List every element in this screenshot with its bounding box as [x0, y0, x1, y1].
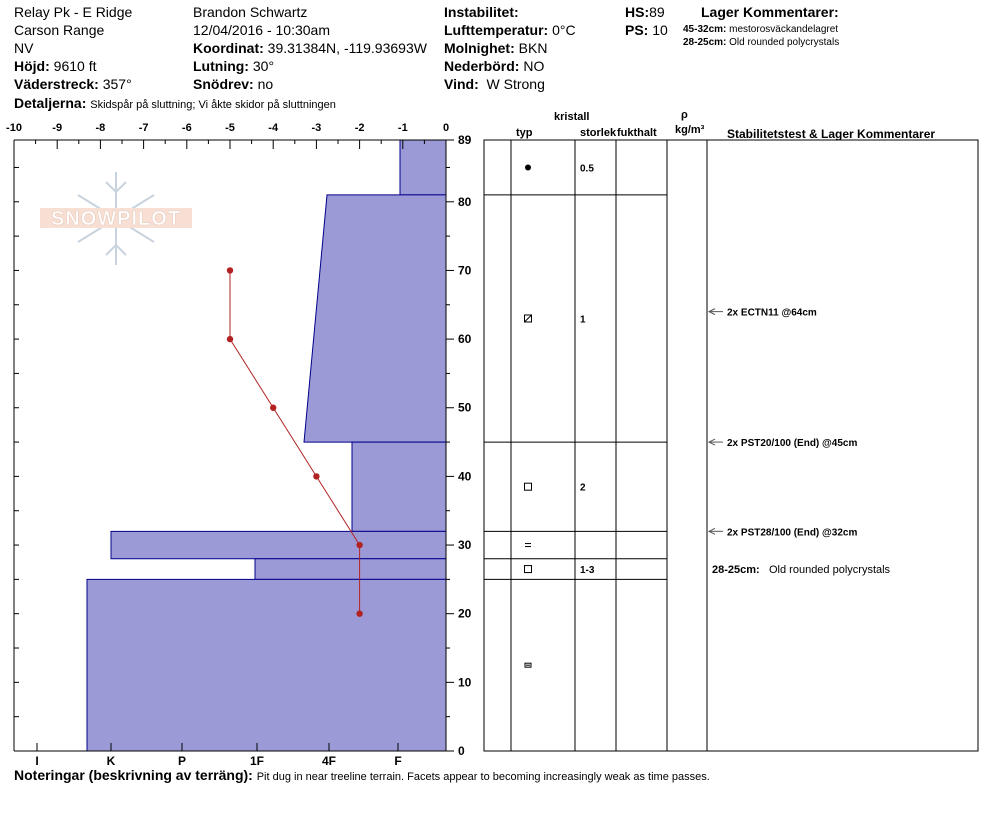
grain-size-label: 1 [580, 314, 586, 326]
tests-header: Stabilitetstest & Lager Kommentarer [727, 127, 936, 141]
temperature-point [356, 542, 362, 548]
stability-test-label: 2x PST20/100 (End) @45cm [727, 438, 858, 450]
height-tick-label: 10 [458, 675, 472, 690]
faceted-rounded-grain-mark [525, 315, 532, 322]
wind-label: Vind: [444, 76, 479, 92]
logo-text: SNOWPILOT [50, 208, 182, 230]
sky-label: Molnighet: [444, 40, 515, 56]
temp-tick-label: -10 [6, 122, 22, 134]
storlek-header: storlek [580, 127, 617, 139]
hardness-tick-label: 4F [321, 754, 337, 768]
height-tick-label: 80 [458, 194, 472, 209]
state-name: NV [14, 40, 34, 56]
observation-datetime: 12/04/2016 - 10:30am [193, 22, 330, 38]
notes-row [14, 767, 710, 784]
wind-value: W Strong [486, 76, 545, 92]
layer-comment-range: 45-32cm: [683, 24, 727, 35]
layer-comment-range: 28-25cm: [683, 37, 727, 48]
aspect-label: Väderstreck: [14, 76, 99, 92]
temp-tick-label: -8 [95, 122, 106, 134]
slope-label: Lutning: [193, 58, 249, 74]
kristall-header: kristall [554, 111, 590, 123]
height-tick-label: 70 [458, 263, 472, 278]
temp-tick-label: -2 [354, 122, 365, 134]
hardness-bar [352, 442, 446, 531]
air-temp-value: 0°C [552, 22, 576, 38]
temp-tick-label: -3 [311, 122, 322, 134]
temp-tick-label: -6 [181, 122, 192, 134]
temperature-point [270, 405, 276, 411]
temp-tick-label: -5 [225, 122, 235, 134]
height-tick-label: 0 [458, 744, 465, 758]
hardness-bar [111, 531, 446, 558]
stability-test-label: 2x ECTN11 @64cm [727, 307, 817, 319]
hs-value: 89 [649, 4, 665, 20]
details-label: Detaljerna: [14, 95, 87, 111]
rounded-grain-icon [525, 164, 531, 170]
notes-label: Noteringar (beskrivning av terräng): [14, 767, 253, 783]
coordinate-label: Koordinat: [193, 40, 264, 56]
drift-value: no [257, 76, 274, 92]
layer-comment-text: mestorosväckandelagret [729, 24, 839, 35]
observer-name: Brandon Schwartz [193, 4, 308, 20]
density-unit-header: kg/m³ [675, 124, 705, 136]
hs-label: HS: [625, 4, 650, 20]
temp-tick-label: -9 [52, 122, 63, 134]
instability-label: Instabilitet: [444, 4, 519, 20]
precip-value: NO [523, 58, 545, 74]
height-tick-label: 89 [458, 133, 472, 147]
height-tick-label: 50 [458, 400, 472, 415]
ps-label: PS: [625, 22, 649, 38]
hardness-bar [400, 140, 446, 195]
temp-tick-label: 0 [442, 122, 450, 134]
height-tick-label: 20 [458, 606, 472, 621]
elevation-value: 9610 ft [53, 58, 97, 74]
layer-note-text: Old rounded polycrystals [769, 564, 891, 577]
hardness-tick-label: K [106, 754, 116, 768]
temp-tick-label: -4 [268, 122, 279, 134]
elevation-label: Höjd: [14, 58, 50, 74]
faceted-grain-icon [525, 566, 532, 573]
temperature-point [313, 473, 319, 479]
hardness-bar [255, 559, 446, 580]
height-tick-label: 40 [458, 469, 472, 484]
temperature-point [227, 267, 233, 273]
fukthalt-header: fukthalt [617, 127, 657, 139]
rho-header: ρ [681, 109, 688, 121]
aspect-value: 357° [102, 76, 132, 92]
layer-note-range: 28-25cm: [712, 564, 760, 577]
temperature-point [227, 336, 233, 342]
hardness-tick-label: F [394, 754, 402, 768]
grain-size-label: 2 [580, 482, 586, 494]
faceted-grain-icon [525, 483, 532, 490]
layer-comments-title: Lager Kommentarer: [701, 4, 839, 20]
drift-label: Snödrev: [193, 76, 254, 92]
snowpilot-logo [40, 172, 192, 265]
height-tick-label: 60 [458, 332, 472, 347]
location-name: Relay Pk - E Ridge [14, 4, 133, 20]
range-name: Carson Range [14, 22, 105, 38]
slope-value: 30° [252, 58, 275, 74]
details-value: Skidspår på sluttning; Vi åkte skidor på sluttningen [90, 99, 336, 111]
hardness-tick-label: P [177, 754, 187, 768]
ps-value: 10 [652, 22, 668, 38]
precip-label: Nederbörd: [444, 58, 520, 74]
hardness-bar [304, 195, 446, 442]
layer-comment-text: Old rounded polycrystals [729, 37, 840, 48]
temp-tick-label: -7 [138, 122, 149, 134]
temperature-point [356, 610, 362, 616]
air-temp-label: Lufttemperatur: [444, 22, 549, 38]
notes-text: Pit dug in near treeline terrain. Facets appear to becoming increasingly weak as time passes. [256, 771, 710, 783]
hardness-tick-label: I [35, 754, 39, 768]
coordinate-value: 39.31384N, -119.93693W [267, 40, 427, 56]
hardness-tick-label: 1F [249, 754, 265, 768]
grain-size-label: 0.5 [580, 163, 594, 175]
grain-size-label: 1-3 [580, 565, 595, 577]
height-tick-label: 30 [458, 538, 472, 553]
typ-header: typ [516, 127, 533, 139]
temp-tick-label: -1 [397, 122, 408, 134]
sky-value: BKN [518, 40, 548, 56]
hardness-bar [87, 579, 446, 751]
stability-test-label: 2x PST28/100 (End) @32cm [727, 527, 858, 539]
